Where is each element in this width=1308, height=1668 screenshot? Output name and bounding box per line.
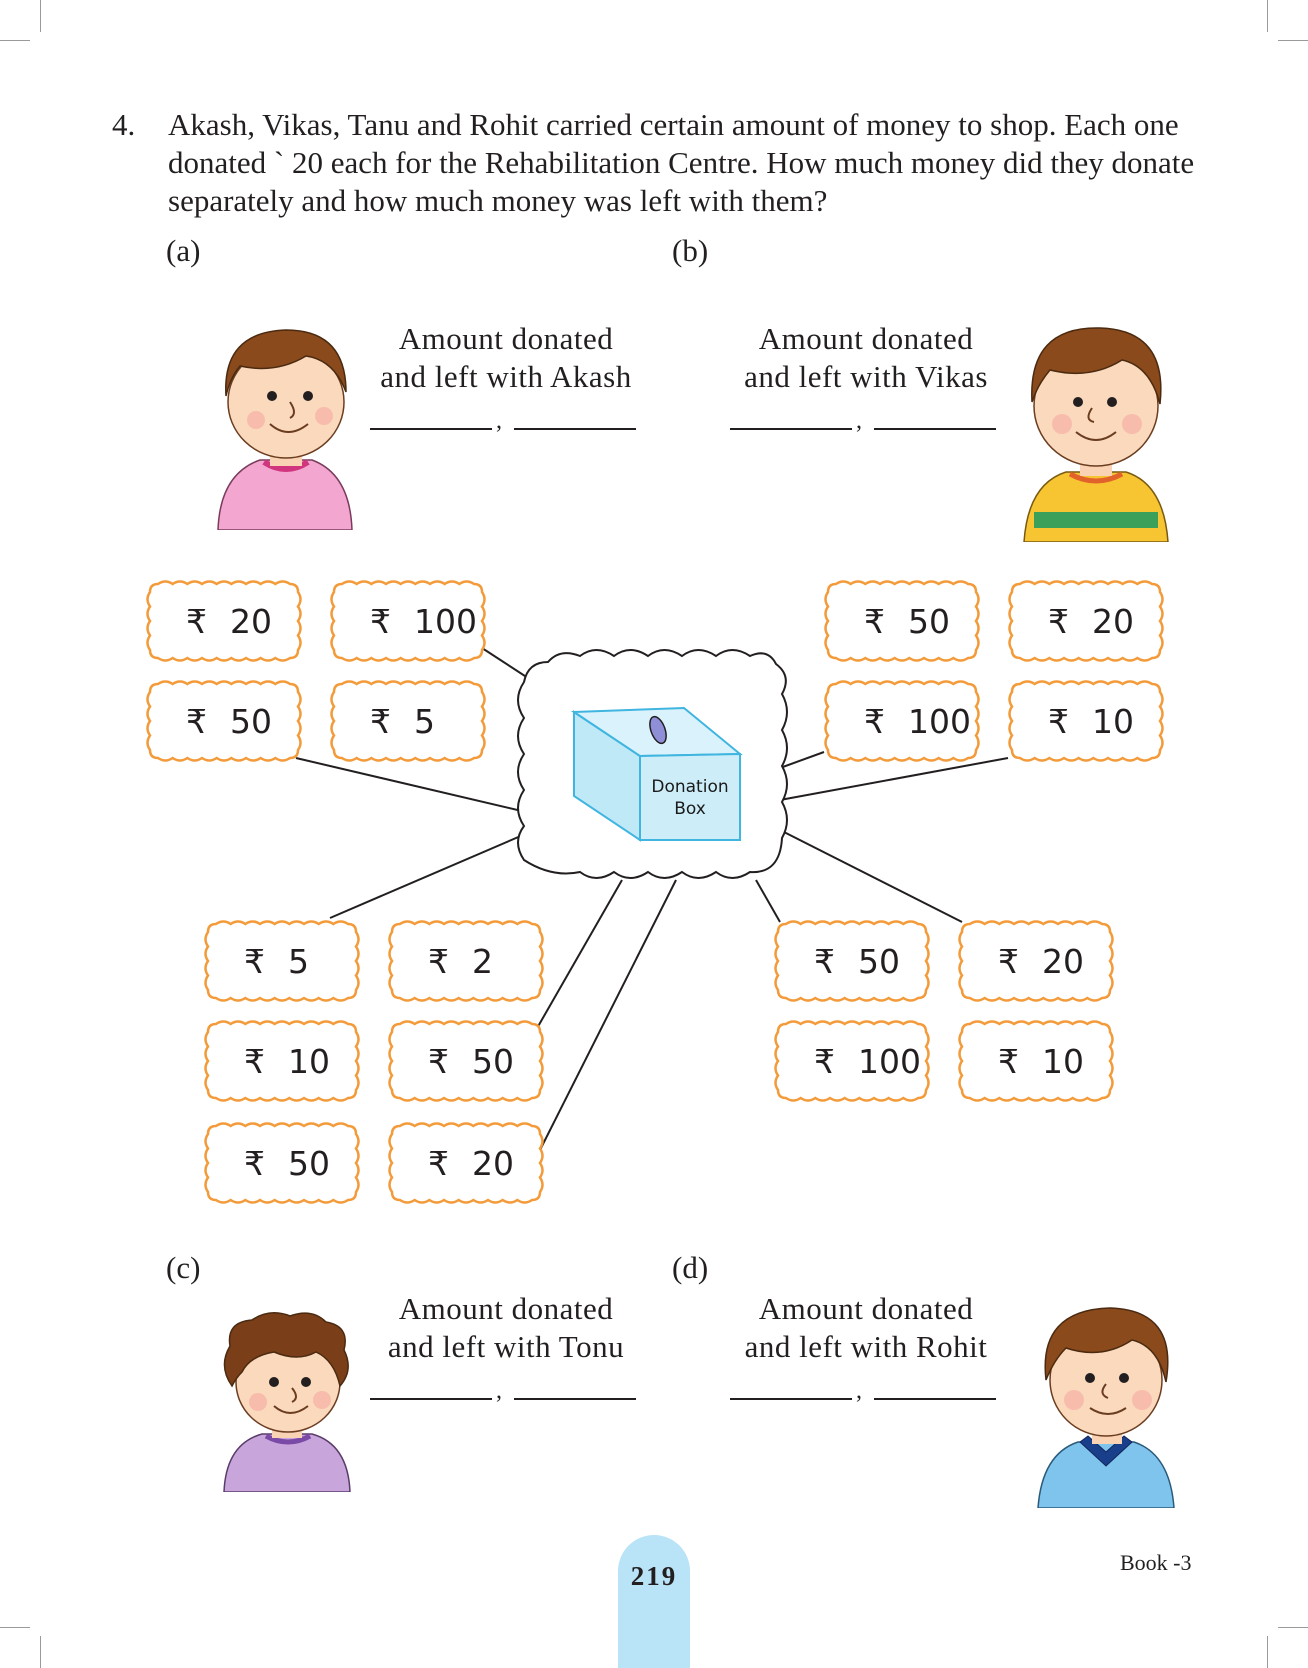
currency-note <box>388 1122 544 1204</box>
currency-note <box>958 1020 1114 1102</box>
currency-note <box>330 580 486 662</box>
boy-vikas-illustration <box>1010 316 1180 542</box>
rupee-symbol: ₹ <box>998 1041 1019 1081</box>
boy-tonu-illustration <box>212 1306 362 1492</box>
rupee-symbol: ₹ <box>864 601 885 641</box>
rupee-symbol: ₹ <box>244 1143 265 1183</box>
rupee-symbol: ₹ <box>186 601 207 641</box>
rupee-symbol: ₹ <box>428 941 449 981</box>
note-amount: 50 <box>288 1143 330 1183</box>
note-amount: 5 <box>414 701 435 741</box>
note-amount: 5 <box>288 941 309 981</box>
question-number: 4. <box>112 107 136 142</box>
caption-line: and left with Vikas <box>744 359 988 394</box>
note-amount: 50 <box>908 601 950 641</box>
rupee-symbol: ₹ <box>428 1041 449 1081</box>
caption-line: Amount donated <box>398 1291 614 1326</box>
part-label-a: (a) <box>166 233 201 268</box>
note-amount: 10 <box>1042 1041 1084 1081</box>
note-amount: 20 <box>1092 601 1134 641</box>
part-label-c: (c) <box>166 1250 201 1285</box>
blank-separator: , <box>856 1378 862 1404</box>
part-label-d: (d) <box>672 1250 709 1285</box>
rupee-symbol: ₹ <box>998 941 1019 981</box>
currency-note <box>1008 680 1164 762</box>
donation-box-label <box>640 776 740 820</box>
boy-rohit-illustration <box>1028 1296 1184 1508</box>
connector-line <box>482 648 528 678</box>
rupee-symbol: ₹ <box>864 701 885 741</box>
caption-line: Amount donated <box>758 321 974 356</box>
page-number-tab <box>618 1535 690 1668</box>
rupee-symbol: ₹ <box>814 941 835 981</box>
note-amount: 20 <box>1042 941 1084 981</box>
connector-line <box>780 830 962 922</box>
rupee-symbol: ₹ <box>186 701 207 741</box>
rupee-symbol: ₹ <box>370 701 391 741</box>
note-amount: 10 <box>288 1041 330 1081</box>
currency-note <box>774 920 930 1002</box>
caption-line: and left with Rohit <box>744 1329 988 1364</box>
caption-line: and left with Akash <box>380 359 632 394</box>
note-amount: 50 <box>858 941 900 981</box>
note-amount: 20 <box>472 1143 514 1183</box>
rupee-symbol: ₹ <box>244 941 265 981</box>
currency-note <box>388 920 544 1002</box>
box-label-line: Donation <box>651 777 729 797</box>
boy-akash-illustration <box>206 316 366 530</box>
rupee-symbol: ₹ <box>370 601 391 641</box>
blank-separator: , <box>496 1378 502 1404</box>
caption-line: Amount donated <box>758 1291 974 1326</box>
rupee-symbol: ₹ <box>244 1041 265 1081</box>
note-amount: 10 <box>1092 701 1134 741</box>
blank-separator: , <box>856 408 862 434</box>
currency-note <box>958 920 1114 1002</box>
note-amount: 100 <box>908 701 971 741</box>
blank-separator: , <box>496 408 502 434</box>
connector-line <box>296 758 526 812</box>
note-amount: 100 <box>858 1041 921 1081</box>
box-label-line: Box <box>674 799 706 819</box>
note-amount: 2 <box>472 941 493 981</box>
rupee-symbol: ₹ <box>428 1143 449 1183</box>
currency-note <box>204 920 360 1002</box>
connector-line <box>536 880 622 1030</box>
currency-note <box>146 580 302 662</box>
note-amount: 50 <box>472 1041 514 1081</box>
part-label-b: (b) <box>672 233 709 268</box>
connector-line <box>330 832 530 918</box>
note-amount: 20 <box>230 601 272 641</box>
rupee-symbol: ₹ <box>814 1041 835 1081</box>
currency-note <box>774 1020 930 1102</box>
note-amount: 50 <box>230 701 272 741</box>
currency-note <box>1008 580 1164 662</box>
currency-note <box>388 1020 544 1102</box>
rupee-symbol: ₹ <box>1048 601 1069 641</box>
note-amount: 100 <box>414 601 477 641</box>
question-text: Akash, Vikas, Tanu and Rohit carried certain amount of money to shop. Each one donated ` 20 each for the Rehabilitation Centre. How much money did they donate separately and how much money was left with them? <box>168 107 1195 218</box>
currency-note <box>824 580 980 662</box>
currency-note <box>330 680 486 762</box>
book-label: Book -3 <box>1120 1550 1192 1575</box>
connector-line <box>756 880 780 922</box>
currency-note <box>204 1020 360 1102</box>
page-number: 219 <box>630 1561 678 1591</box>
caption-line: Amount donated <box>398 321 614 356</box>
currency-note <box>204 1122 360 1204</box>
connector-line <box>540 880 676 1150</box>
caption-line: and left with Tonu <box>387 1329 625 1364</box>
currency-note <box>824 680 980 762</box>
connector-line <box>780 758 1008 800</box>
rupee-symbol: ₹ <box>1048 701 1069 741</box>
currency-note <box>146 680 302 762</box>
